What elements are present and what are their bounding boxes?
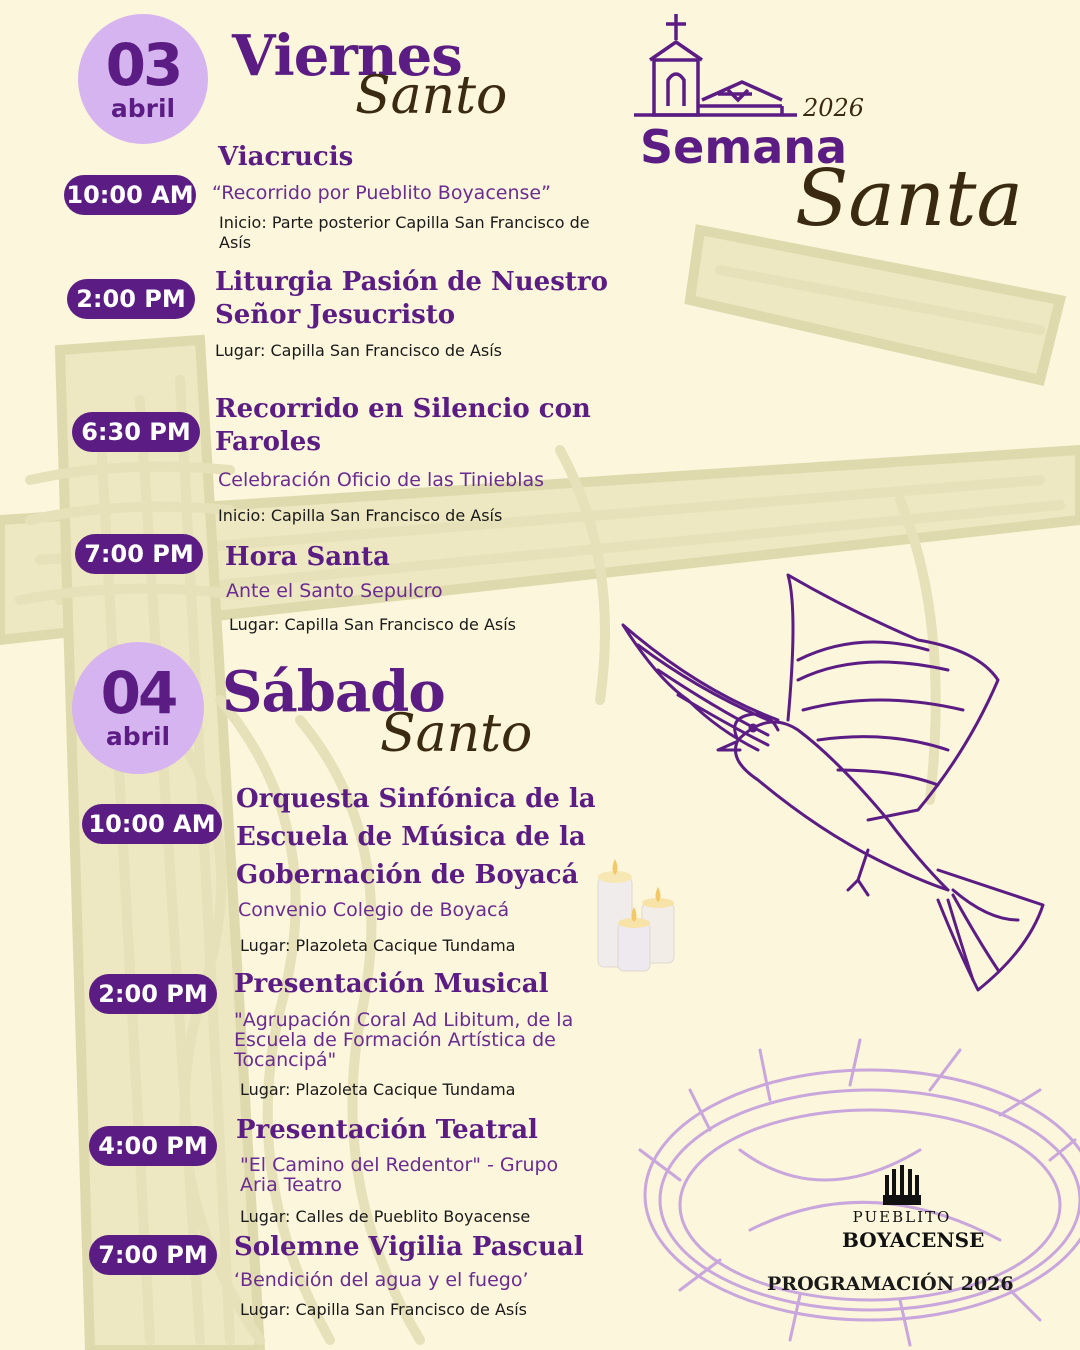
event-time-pill: 7:00 PM [75, 534, 203, 574]
event-time-pill: 2:00 PM [67, 279, 195, 319]
date-badge-day-1 [78, 14, 208, 144]
date-number: 03 [105, 31, 181, 99]
event-subtitle: "El Camino del Redentor" - Grupo Aria Teatro [240, 1154, 559, 1196]
event-time-pill: 10:00 AM [82, 804, 222, 844]
event-subtitle: ‘Bendición del agua y el fuego’ [234, 1269, 529, 1291]
footer-program: PROGRAMACIÓN 2026 [767, 1273, 1014, 1295]
event-subtitle: “Recorrido por Pueblito Boyacense” [212, 182, 551, 204]
day-title: Sábado [222, 659, 445, 725]
logo-text-top: PUEBLITO [852, 1208, 952, 1226]
pueblito-logo-icon [875, 1165, 929, 1209]
event-location: Lugar: Capilla San Francisco de Asís [229, 615, 517, 634]
event-subtitle: Convenio Colegio de Boyacá [238, 899, 510, 921]
event-subtitle: "Agrupación Coral Ad Libitum, de la Escuela de Formación Artística de Tocancipá" [234, 1009, 574, 1071]
event-title: Presentación Teatral [236, 1115, 538, 1145]
event-location: Lugar: Capilla San Francisco de Asís [240, 1300, 528, 1319]
event-location: Lugar: Capilla San Francisco de Asís [215, 341, 503, 360]
day-title: Viernes [232, 23, 462, 89]
event-title: Hora Santa [225, 542, 390, 572]
event-time-pill: 2:00 PM [89, 974, 217, 1014]
event-title: Solemne Vigilia Pascual [234, 1232, 584, 1262]
event-location: Lugar: Calles de Pueblito Boyacense [240, 1207, 531, 1226]
event-title: Viacrucis [218, 142, 354, 172]
event-title: Liturgia Pasión de Nuestro Señor Jesucristo [215, 267, 608, 330]
date-month: abril [105, 722, 171, 751]
date-number: 04 [100, 659, 176, 727]
event-subtitle: Ante el Santo Sepulcro [226, 580, 443, 602]
event-location: Inicio: Parte posterior Capilla San Francisco de Asís [219, 213, 590, 252]
event-time-pill: 4:00 PM [89, 1126, 217, 1166]
event-time-pill: 6:30 PM [72, 412, 200, 452]
event-title: Orquesta Sinfónica de la Escuela de Música de la Gobernación de Boyacá [236, 784, 596, 890]
dove-illustration [618, 570, 1058, 1010]
logo-text-bottom: BOYACENSE [842, 1228, 985, 1252]
event-location: Lugar: Plazoleta Cacique Tundama [240, 1080, 516, 1099]
event-time-pill: 10:00 AM [64, 175, 196, 215]
event-title: Presentación Musical [234, 969, 549, 999]
event-subtitle: Celebración Oficio de las Tinieblas [218, 469, 545, 491]
header-title: Semana [640, 120, 848, 174]
day-title-script: Santo [380, 704, 533, 764]
crown-of-thorns-illustration [620, 1030, 1080, 1350]
event-location: Inicio: Capilla San Francisco de Asís [218, 506, 503, 525]
date-month: abril [110, 94, 176, 123]
event-time-pill: 7:00 PM [89, 1235, 217, 1275]
header-title-script: Santa [795, 154, 1024, 244]
event-title: Recorrido en Silencio con Faroles [215, 394, 591, 457]
event-location: Lugar: Plazoleta Cacique Tundama [240, 936, 516, 955]
day-title-script: Santo [355, 66, 508, 126]
date-badge-day-2 [72, 642, 204, 774]
header-year: 2026 [803, 94, 865, 122]
